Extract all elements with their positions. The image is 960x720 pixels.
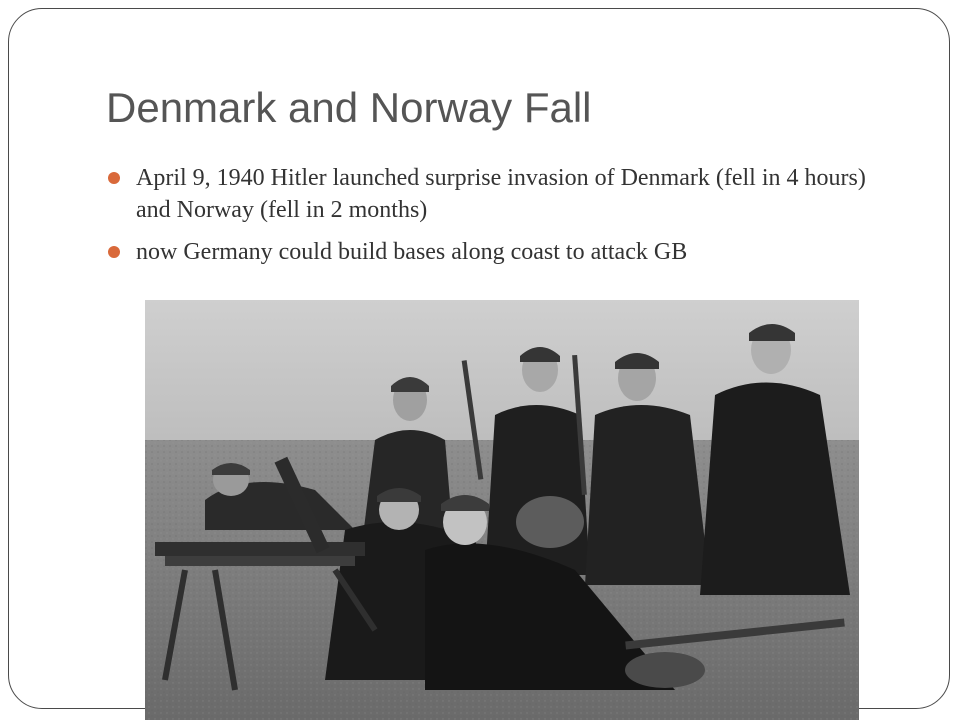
bullet-list [106, 162, 906, 268]
soldiers-photo [145, 300, 859, 720]
bullet-item [106, 236, 906, 268]
bullet-text: April 9, 1940 Hitler launched surprise invasion of Denmark (fell in 4 hours) and Norway (fell in 2 months) [136, 165, 866, 223]
bullet-text: now Germany could build bases along coast to attack GB [136, 239, 688, 265]
slide-title: Denmark and Norway Fall [106, 84, 592, 131]
bullet-item [106, 162, 906, 226]
bullet-dot-icon [108, 246, 120, 258]
bullet-dot-icon [108, 172, 120, 184]
